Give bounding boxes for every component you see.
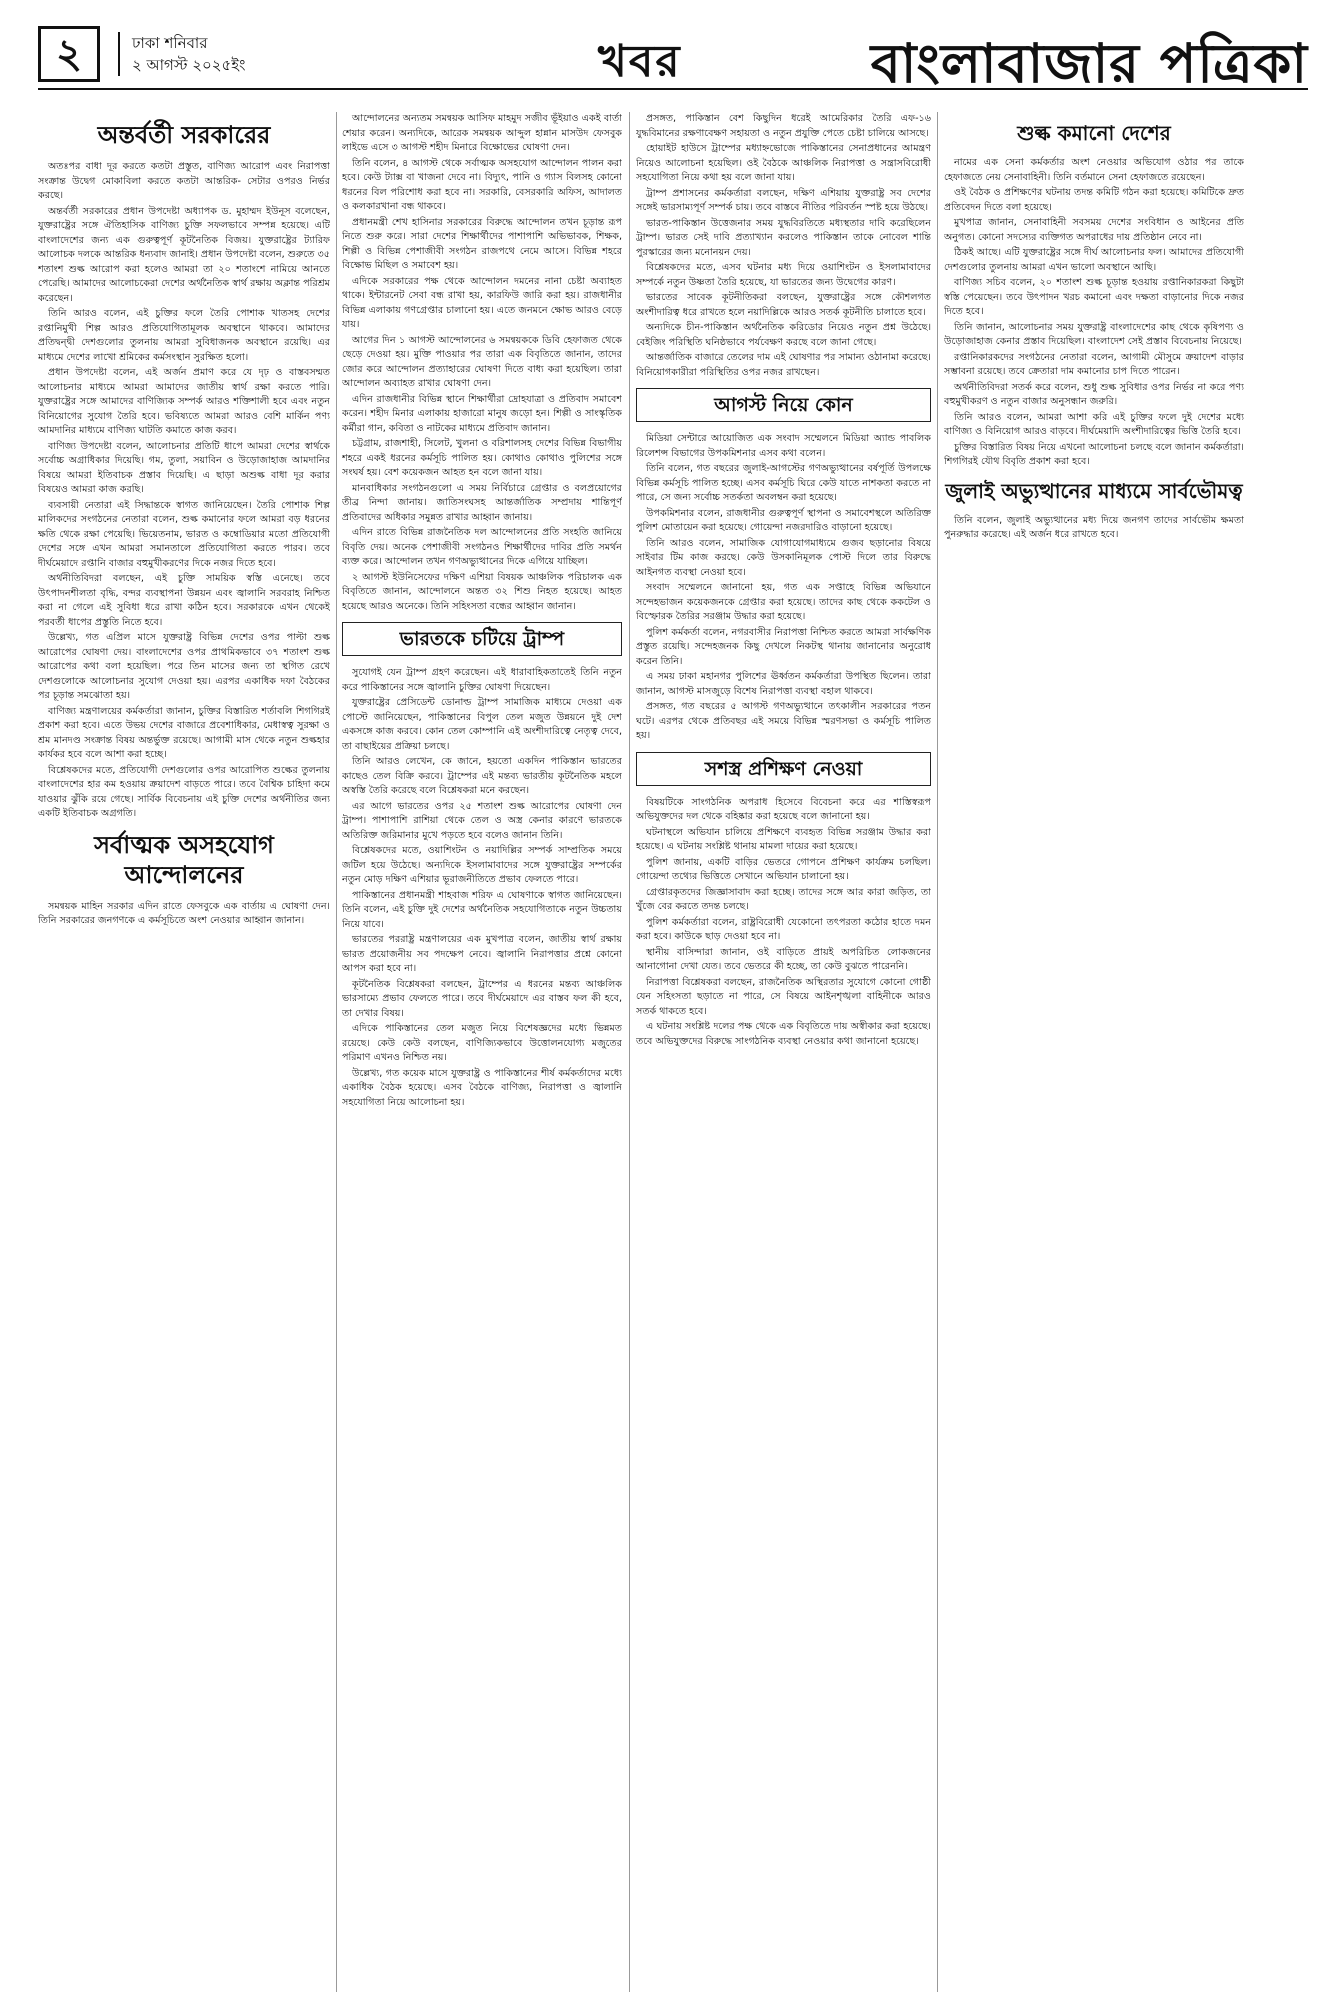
article-paragraph: বিশ্লেষকদের মতে, প্রতিযোগী দেশগুলোর ওপর আরোপিত শুল্কের তুলনায় বাংলাদেশের হার কম হওয়ায় ক্রয়াদেশ বাড়তে পারে। তবে বৈশ্বিক চাহিদা কমে যাওয়ার ঝুঁকি রয়ে গেছে। সার্বিক বিবেচনায় এই চুক্তি দেশের অর্থনীতির জন্য একটি ইতিবাচক অগ্রগতি। — [38, 764, 330, 819]
article-paragraph: এদিকে পাকিস্তানের তেল মজুত নিয়ে বিশেষজ্ঞদের মধ্যে ভিন্নমত রয়েছে। কেউ কেউ বলছেন, বাণিজ্যিকভাবে উত্তোলনযোগ্য মজুতের পরিমাণ এখনও নিশ্চিত নয়। — [342, 1023, 622, 1063]
article-paragraph: আগের দিন ১ আগস্ট আন্দোলনের ৬ সমন্বয়ককে ডিবি হেফাজত থেকে ছেড়ে দেওয়া হয়। মুক্তি পাওয়ার পর তারা এক বিবৃতিতে জানান, তাদের জোর করে আন্দোলন প্রত্যাহারের ঘোষণা দিতে বাধ্য করা হয়েছিল। তারা আন্দোলন অব্যাহত রাখার ঘোষণা দেন। — [342, 334, 622, 389]
article-paragraph: উল্লেখ্য, গত এপ্রিল মাসে যুক্তরাষ্ট্র বিভিন্ন দেশের ওপর পাল্টা শুল্ক আরোপের ঘোষণা দেয়। বাংলাদেশের ওপর প্রাথমিকভাবে ৩৭ শতাংশ শুল্ক আরোপের কথা বলা হয়েছিল। পরে তিন মাসের জন্য তা স্থগিত রেখে দেশগুলোকে আলোচনার সুযোগ দেওয়া হয়। এরপর একাধিক দফা বৈঠকের পর চূড়ান্ত সমঝোতা হয়। — [38, 632, 330, 701]
article-paragraph: যুক্তরাষ্ট্রের প্রেসিডেন্ট ডোনাল্ড ট্রাম্প সামাজিক মাধ্যমে দেওয়া এক পোস্টে জানিয়েছেন, পাকিস্তানের বিপুল তেল মজুত উন্নয়নে দুই দেশ একসঙ্গে কাজ করবে। কোন তেল কোম্পানি এই অংশীদারিত্বে নেতৃত্ব দেবে, তা বাছাইয়ের প্রক্রিয়া চলছে। — [342, 697, 622, 752]
article-paragraph: এর আগে ভারতের ওপর ২৫ শতাংশ শুল্ক আরোপের ঘোষণা দেন ট্রাম্প। পাশাপাশি রাশিয়া থেকে তেল ও অস্ত্র কেনার কারণে ভারতকে অতিরিক্ত জরিমানার মুখে পড়তে হবে বলেও জানান তিনি। — [342, 800, 622, 841]
article-paragraph: প্রধানমন্ত্রী শেখ হাসিনার সরকারের বিরুদ্ধে আন্দোলন তখন চূড়ান্ত রূপ নিতে শুরু করে। সারা দেশের শিক্ষার্থীদের পাশাপাশি অভিভাবক, শিক্ষক, শিল্পী ও বিভিন্ন পেশাজীবী সংগঠন রাজপথে নেমে আসে। বিভিন্ন শহরে বিক্ষোভ মিছিল ও সমাবেশ হয়। — [342, 216, 622, 271]
article-paragraph: তিনি বলেন, জুলাই অভ্যুত্থানের মধ্য দিয়ে জনগণ তাদের সার্বভৌম ক্ষমতা পুনরুদ্ধার করেছে। এই অর্জন ধরে রাখতে হবে। — [944, 514, 1244, 540]
article-body-pakistan — [636, 112, 931, 380]
article-paragraph: সমন্বয়ক মাহিন সরকার এদিন রাতে ফেসবুকে এক বার্তায় এ ঘোষণা দেন। তিনি সরকারের জনগণকে এ কর্মসূচিতে অংশ নেওয়ার আহ্বান জানান। — [38, 900, 330, 926]
column-2 — [342, 112, 622, 1992]
article-paragraph: তিনি আরও বলেন, আমরা আশা করি এই চুক্তির ফলে দুই দেশের মধ্যে বাণিজ্য ও বিনিয়োগ আরও বাড়বে। দীর্ঘমেয়াদি অংশীদারিত্বের ভিত্তি তৈরি হবে। — [944, 411, 1244, 437]
article-paragraph: অন্যদিকে চীন-পাকিস্তান অর্থনৈতিক করিডোর নিয়েও নতুন প্রশ্ন উঠেছে। বেইজিং পরিস্থিতি ঘনিষ্ঠভাবে পর্যবেক্ষণ করছে বলে জানা গেছে। — [636, 322, 931, 348]
column-1 — [38, 112, 330, 1992]
article-paragraph: বিশ্লেষকদের মতে, এসব ঘটনার মধ্য দিয়ে ওয়াশিংটন ও ইসলামাবাদের সম্পর্কে নতুন উষ্ণতা তৈরি হয়েছে, যা ভারতের জন্য উদ্বেগের কারণ। — [636, 262, 931, 288]
article-paragraph: তিনি আরও বলেন, সামাজিক যোগাযোগমাধ্যমে গুজব ছড়ানোর বিষয়ে সাইবার টিম কাজ করছে। কেউ উসকানিমূলক পোস্ট দিলে তার বিরুদ্ধে আইনগত ব্যবস্থা নেওয়া হবে। — [636, 537, 931, 578]
article-paragraph: ওই বৈঠক ও প্রশিক্ষণের ঘটনায় তদন্ত কমিটি গঠন করা হয়েছে। কমিটিকে দ্রুত প্রতিবেদন দিতে বলা হয়েছে। — [944, 187, 1244, 213]
article-body-interim — [38, 160, 330, 822]
article-paragraph: অতঃপর বাধা দূর করতে কতটা প্রস্তুত, বাণিজ্য আরোপ এবং নিরাপত্তা সংক্রান্ত উদ্বেগ মোকাবিলা করতে কতটা আন্তরিক- সেটার ওপরও নির্ভর করছে। — [38, 161, 330, 201]
article-paragraph: গ্রেপ্তারকৃতদের জিজ্ঞাসাবাদ করা হচ্ছে। তাদের সঙ্গে আর কারা জড়িত, তা খুঁজে বের করতে তদন্ত চলছে। — [636, 886, 931, 912]
article-paragraph: উল্লেখ্য, গত কয়েক মাসে যুক্তরাষ্ট্র ও পাকিস্তানের শীর্ষ কর্মকর্তাদের মধ্যে একাধিক বৈঠক হয়েছে। এসব বৈঠকে বাণিজ্য, নিরাপত্তা ও জ্বালানি সহযোগিতা নিয়ে আলোচনা হয়। — [342, 1067, 622, 1108]
article-paragraph: এদিকে সরকারের পক্ষ থেকে আন্দোলন দমনের নানা চেষ্টা অব্যাহত থাকে। ইন্টারনেট সেবা বন্ধ রাখা হয়, কারফিউ জারি করা হয়। রাজধানীর বিভিন্ন এলাকায় গণগ্রেপ্তার চালানো হয়। এতে জনমনে ক্ষোভ আরও বেড়ে যায়। — [342, 275, 622, 330]
headline-armed-training: সশস্ত্র প্রশিক্ষণ নেওয়া — [636, 752, 931, 786]
article-paragraph: আন্দোলনের অন্যতম সমন্বয়ক আসিফ মাহমুদ সজীব ভূঁইয়াও একই বার্তা শেয়ার করেন। অন্যদিকে, আরেক সমন্বয়ক আব্দুল হান্নান মাসউদ ফেসবুক লাইভে এসে ৩ আগস্ট শহীদ মিনারে বিক্ষোভের ঘোষণা দেন। — [342, 113, 622, 153]
article-paragraph: সুযোগই যেন ট্রাম্প গ্রহণ করেছেন। এই ধারাবাহিকতাতেই তিনি নতুন করে পাকিস্তানের সঙ্গে জ্বালানি চুক্তির ঘোষণা দিয়েছেন। — [342, 667, 622, 693]
headline-july-uprising: জুলাই অভ্যুত্থানের মাধ্যমে সার্বভৌমত্ব — [945, 478, 1243, 503]
issue-date: ২ আগস্ট ২০২৫ইং — [132, 56, 246, 74]
headline-trump: ভারতকে চটিয়ে ট্রাম্প — [342, 622, 622, 656]
article-paragraph: নিরাপত্তা বিশ্লেষকরা বলছেন, রাজনৈতিক অস্থিরতার সুযোগে কোনো গোষ্ঠী যেন সহিংসতা ছড়াতে না পারে, সে বিষয়ে আইনশৃঙ্খলা বাহিনীকে আরও সতর্ক থাকতে হবে। — [636, 976, 931, 1017]
article-paragraph: বাণিজ্য মন্ত্রণালয়ের কর্মকর্তারা জানান, চুক্তির বিস্তারিত শর্তাবলি শিগগিরই প্রকাশ করা হবে। এতে উভয় দেশের বাজারে প্রবেশাধিকার, মেধাস্বত্ব সুরক্ষা ও শ্রম মানদণ্ড সংক্রান্ত বিষয় অন্তর্ভুক্ত রয়েছে। আগামী মাস থেকে নতুন শুল্কহার কার্যকর হবে বলে আশা করা হচ্ছে। — [38, 705, 330, 760]
article-paragraph: ট্রাম্প প্রশাসনের কর্মকর্তারা বলছেন, দক্ষিণ এশিয়ায় যুক্তরাষ্ট্র সব দেশের সঙ্গেই ভারসাম্যপূর্ণ সম্পর্ক চায়। তবে বাস্তবে নীতির পরিবর্তন স্পষ্ট হয়ে উঠছে। — [636, 187, 931, 213]
article-paragraph: নামের এক সেনা কর্মকর্তার অংশ নেওয়ার অভিযোগ ওঠার পর তাকে হেফাজতে নেয় সেনাবাহিনী। তিনি বর্তমানে সেনা হেফাজতে রয়েছেন। — [944, 157, 1244, 183]
article-body-duty — [944, 156, 1244, 470]
article-paragraph: সংবাদ সম্মেলনে জানানো হয়, গত এক সপ্তাহে বিভিন্ন অভিযানে সন্দেহভাজন কয়েকজনকে গ্রেপ্তার করা হয়েছে। তাদের কাছ থেকে ককটেল ও বিস্ফোরক তৈরির সরঞ্জাম উদ্ধার করা হয়েছে। — [636, 582, 931, 622]
article-paragraph: পুলিশ কর্মকর্তারা বলেন, রাষ্ট্রবিরোধী যেকোনো তৎপরতা কঠোর হাতে দমন করা হবে। কাউকে ছাড় দেওয়া হবে না। — [636, 916, 931, 942]
article-paragraph: এ সময় ঢাকা মহানগর পুলিশের ঊর্ধ্বতন কর্মকর্তারা উপস্থিত ছিলেন। তারা জানান, আগস্ট মাসজুড়ে বিশেষ নিরাপত্তা ব্যবস্থা বহাল থাকবে। — [636, 671, 931, 697]
article-paragraph: প্রসঙ্গত, গত বছরের ৫ আগস্ট গণঅভ্যুত্থানে তৎকালীন সরকারের পতন ঘটে। এরপর থেকে প্রতিবছর এই সময়ে বিভিন্ন স্মরণসভা ও কর্মসূচি পালিত হয়। — [636, 701, 931, 741]
article-paragraph: বাণিজ্য উপদেষ্টা বলেন, আলোচনার প্রতিটি ধাপে আমরা দেশের স্বার্থকে সর্বোচ্চ অগ্রাধিকার দিয়েছি। গম, তুলা, সয়াবিন ও উড়োজাহাজ আমদানির বিষয়ে আমরা ইতিবাচক প্রস্তাব দিয়েছি। এ ছাড়া অশুল্ক বাধা দূর করার বিষয়েও আমরা কাজ করছি। — [38, 440, 330, 495]
article-paragraph: আন্তর্জাতিক বাজারে তেলের দাম এই ঘোষণার পর সামান্য ওঠানামা করেছে। বিনিয়োগকারীরা পরিস্থিতির ওপর নজর রাখছেন। — [636, 352, 931, 378]
article-paragraph: মিডিয়া সেন্টারে আয়োজিত এক সংবাদ সম্মেলনে মিডিয়া অ্যান্ড পাবলিক রিলেশন্স বিভাগের উপকমিশনার এসব কথা বলেন। — [636, 433, 931, 459]
section-title: খবর — [598, 36, 682, 87]
column-rule — [937, 112, 938, 1992]
city-day: ঢাকা শনিবার — [132, 34, 208, 52]
article-paragraph: বিষয়টিকে সাংগঠনিক অপরাধ হিসেবে বিবেচনা করে এর শাস্তিস্বরূপ অভিযুক্তদের দল থেকে বহিষ্কার করা হয়েছে বলে জানানো হয়। — [636, 796, 931, 822]
article-paragraph: মুখপাত্র জানান, সেনাবাহিনী সবসময় দেশের সংবিধান ও আইনের প্রতি অনুগত। কোনো সদস্যের ব্যক্তিগত অপরাধের দায় প্রতিষ্ঠান নেবে না। — [944, 217, 1244, 243]
article-paragraph: উপকমিশনার বলেন, রাজধানীর গুরুত্বপূর্ণ স্থাপনা ও সমাবেশস্থলে অতিরিক্ত পুলিশ মোতায়েন করা হয়েছে। গোয়েন্দা নজরদারিও বাড়ানো হয়েছে। — [636, 507, 931, 533]
article-paragraph: এদিন রাতে বিভিন্ন রাজনৈতিক দল আন্দোলনের প্রতি সংহতি জানিয়ে বিবৃতি দেয়। অনেক পেশাজীবী সংগঠনও শিক্ষার্থীদের দাবির প্রতি সমর্থন ব্যক্ত করে। আন্দোলন তখন গণঅভ্যুত্থানের দিকে এগিয়ে যাচ্ছিল। — [342, 527, 622, 567]
article-paragraph: চট্টগ্রাম, রাজশাহী, সিলেট, খুলনা ও বরিশালসহ দেশের বিভিন্ন বিভাগীয় শহরে একই ধরনের কর্মসূচি পালিত হয়। কোথাও কোথাও পুলিশের সঙ্গে সংঘর্ষ হয়। বেশ কয়েকজন আহত হন বলে জানা যায়। — [342, 438, 622, 478]
article-body-training — [636, 796, 931, 1050]
column-4 — [944, 112, 1244, 1992]
article-body-august — [636, 432, 931, 744]
article-body-movement — [342, 112, 622, 614]
headline-august: আগস্ট নিয়ে কোন — [636, 388, 931, 422]
article-paragraph: এদিন রাজধানীর বিভিন্ন স্থানে শিক্ষার্থীরা দ্রোহযাত্রা ও প্রতিবাদ সমাবেশ করেন। শহীদ মিনার এলাকায় হাজারো মানুষ জড়ো হন। শিল্পী ও সাংস্কৃতিক কর্মীরা গান, কবিতা ও নাটকের মাধ্যমে প্রতিবাদ জানান। — [342, 393, 622, 434]
article-paragraph: প্রধান উপদেষ্টা বলেন, এই অর্জন প্রমাণ করে যে দৃঢ় ও বাস্তবসম্মত আলোচনার মাধ্যমে আমরা আমাদের জাতীয় স্বার্থ রক্ষা করতে পারি। যুক্তরাষ্ট্রের সঙ্গে আমাদের বাণিজ্যিক সম্পর্ক আরও শক্তিশালী হবে এবং নতুন বিনিয়োগের সুযোগ তৈরি হবে। ভবিষ্যতে আমরা আরও বেশি মার্কিন পণ্য আমদানির মাধ্যমে বাণিজ্য ঘাটতি কমাতে কাজ করব। — [38, 367, 330, 436]
headline-non-cooperation: সর্বাত্মক অসহযোগ আন্দোলনের — [94, 829, 274, 889]
article-paragraph: এ ঘটনায় সংশ্লিষ্ট দলের পক্ষ থেকে এক বিবৃতিতে দায় অস্বীকার করা হয়েছে। তবে অভিযুক্তদের বিরুদ্ধে সাংগঠনিক ব্যবস্থা নেওয়ার কথা জানানো হয়েছে। — [636, 1021, 931, 1047]
article-paragraph: পাকিস্তানের প্রধানমন্ত্রী শাহবাজ শরিফ এ ঘোষণাকে স্বাগত জানিয়েছেন। তিনি বলেন, এই চুক্তি দুই দেশের অর্থনৈতিক সহযোগিতাকে নতুন উচ্চতায় নিয়ে যাবে। — [342, 889, 622, 930]
article-paragraph: ঘটনাস্থলে অভিযান চালিয়ে প্রশিক্ষণে ব্যবহৃত বিভিন্ন সরঞ্জাম উদ্ধার করা হয়েছে। এ ঘটনায় সংশ্লিষ্ট থানায় মামলা দায়ের করা হয়েছে। — [636, 826, 931, 852]
article-paragraph: ঠিকই আছে। এটি যুক্তরাষ্ট্রের সঙ্গে দীর্ঘ আলোচনার ফল। আমাদের প্রতিযোগী দেশগুলোর তুলনায় আমরা এখন ভালো অবস্থানে আছি। — [944, 247, 1244, 273]
column-rule — [629, 112, 630, 1992]
article-paragraph: পুলিশ জানায়, একটি বাড়ির ভেতরে গোপনে প্রশিক্ষণ কার্যক্রম চলছিল। গোয়েন্দা তথ্যের ভিত্তিতে সেখানে অভিযান চালানো হয়। — [636, 856, 931, 882]
article-body-july — [944, 514, 1244, 543]
article-paragraph: অর্থনীতিবিদরা বলছেন, এই চুক্তি সাময়িক স্বস্তি এনেছে। তবে উৎপাদনশীলতা বৃদ্ধি, বন্দর ব্যবস্থাপনা উন্নয়ন এবং জ্বালানি সরবরাহ নিশ্চিত করা না গেলে এই সুবিধা ধরে রাখা কঠিন হবে। সরকারকে এখন থেকেই পরবর্তী ধাপের প্রস্তুতি নিতে হবে। — [38, 573, 330, 628]
article-paragraph: তিনি জানান, আলোচনার সময় যুক্তরাষ্ট্র বাংলাদেশের কাছ থেকে কৃষিপণ্য ও উড়োজাহাজ কেনার প্রস্তাব দিয়েছিল। বাংলাদেশ সেই প্রস্তাব বিবেচনায় নিয়েছে। — [944, 321, 1244, 347]
article-paragraph: স্থানীয় বাসিন্দারা জানান, ওই বাড়িতে প্রায়ই অপরিচিত লোকজনের আনাগোনা দেখা যেত। তবে ভেতরে কী হচ্ছে, তা কেউ বুঝতে পারেননি। — [636, 946, 931, 972]
article-paragraph: প্রসঙ্গত, পাকিস্তান বেশ কিছুদিন ধরেই আমেরিকার তৈরি এফ-১৬ যুদ্ধবিমানের রক্ষণাবেক্ষণ সহায়তা ও নতুন প্রযুক্তি পেতে চেষ্টা চালিয়ে আসছে। — [636, 113, 931, 139]
headline-interim-government: অন্তর্বর্তী সরকারের — [97, 120, 271, 149]
article-paragraph: ব্যবসায়ী নেতারা এই সিদ্ধান্তকে স্বাগত জানিয়েছেন। তৈরি পোশাক শিল্প মালিকদের সংগঠনের নেতারা বলেন, শুল্ক কমানোর ফলে আমরা বড় ধরনের ক্ষতি থেকে রক্ষা পেয়েছি। ভিয়েতনাম, ভারত ও কম্বোডিয়ার মতো প্রতিযোগী দেশের সঙ্গে এখন আমরা সমানতালে প্রতিযোগিতা করতে পারব। তবে দীর্ঘমেয়াদে রপ্তানি বাজার বহুমুখীকরণের দিকে নজর দিতে হবে। — [38, 499, 330, 569]
dateline — [118, 32, 245, 76]
masthead — [38, 22, 1308, 95]
article-paragraph: ভারত-পাকিস্তান উত্তেজনার সময় যুদ্ধবিরতিতে মধ্যস্থতার দাবি করেছিলেন ট্রাম্প। ভারত সেই দাবি প্রত্যাখ্যান করলেও পাকিস্তান তাকে নোবেল শান্তি পুরস্কারের জন্য মনোনয়ন দেয়। — [636, 217, 931, 258]
article-paragraph: ভারতের পররাষ্ট্র মন্ত্রণালয়ের এক মুখপাত্র বলেন, জাতীয় স্বার্থ রক্ষায় ভারত প্রয়োজনীয় সব পদক্ষেপ নেবে। জ্বালানি নিরাপত্তার প্রশ্নে কোনো আপস করা হবে না। — [342, 934, 622, 974]
article-body-trump — [342, 666, 622, 1110]
article-paragraph: অন্তর্বর্তী সরকারের প্রধান উপদেষ্টা অধ্যাপক ড. মুহাম্মদ ইউনূস বলেছেন, যুক্তরাষ্ট্রের সঙ্গে ঐতিহাসিক বাণিজ্য চুক্তি সফলভাবে সম্পন্ন হয়েছে। এটি বাংলাদেশের জন্য এক গুরুত্বপূর্ণ কূটনৈতিক বিজয়। যুক্তরাষ্ট্রের ট্যারিফ আলোচক দলকে আন্তরিক ধন্যবাদ জানাই। প্রধান উপদেষ্টা বলেন, শুরুতে ৩৫ শতাংশ শুল্ক আরোপ করা হলেও আমরা তা ২০ শতাংশে নামিয়ে আনতে পেরেছি। আমাদের আলোচকেরা দেশের অর্থনৈতিক স্বার্থ রক্ষায় অক্লান্ত পরিশ্রম করেছেন। — [38, 205, 330, 304]
article-paragraph: তিনি আরও বলেন, এই চুক্তির ফলে তৈরি পোশাক খাতসহ দেশের রপ্তানিমুখী শিল্প আরও প্রতিযোগিতামূলক অবস্থানে থাকবে। আমাদের প্রতিদ্বন্দ্বী দেশগুলোর তুলনায় আমরা সুবিধাজনক অবস্থানে রয়েছি। এর মাধ্যমে দেশের লাখো শ্রমিকের কর্মসংস্থান সুরক্ষিত হলো। — [38, 308, 330, 363]
article-paragraph: চুক্তির বিস্তারিত বিষয় নিয়ে এখনো আলোচনা চলছে বলে জানান কর্মকর্তারা। শিগগিরই যৌথ বিবৃতি প্রকাশ করা হবে। — [944, 441, 1244, 467]
article-paragraph: অর্থনীতিবিদরা সতর্ক করে বলেন, শুধু শুল্ক সুবিধার ওপর নির্ভর না করে পণ্য বহুমুখীকরণ ও নতুন বাজার অনুসন্ধান জরুরি। — [944, 381, 1244, 407]
newspaper-logo: বাংলাবাজার পত্রিকা — [870, 31, 1308, 95]
article-paragraph: ভারতের সাবেক কূটনীতিকরা বলছেন, যুক্তরাষ্ট্রের সঙ্গে কৌশলগত অংশীদারিত্ব ধরে রাখতে হলে নয়াদিল্লিকে আরও সতর্ক কূটনীতি চালাতে হবে। — [636, 292, 931, 318]
article-paragraph: কূটনৈতিক বিশ্লেষকরা বলছেন, ট্রাম্পের এ ধরনের মন্তব্য আঞ্চলিক ভারসাম্যে প্রভাব ফেলতে পারে। তবে দীর্ঘমেয়াদে এর বাস্তব ফল কী হবে, তা দেখার বিষয়। — [342, 978, 622, 1019]
article-paragraph: হোয়াইট হাউসে ট্রাম্পের মধ্যাহ্নভোজে পাকিস্তানের সেনাপ্রধানের আমন্ত্রণ নিয়েও আলোচনা হয়েছিল। ওই বৈঠকে আঞ্চলিক নিরাপত্তা ও সন্ত্রাসবিরোধী সহযোগিতা নিয়ে কথা হয় বলে জানা যায়। — [636, 143, 931, 183]
column-rule — [336, 112, 337, 1992]
article-paragraph: রপ্তানিকারকদের সংগঠনের নেতারা বলেন, আগামী মৌসুমে ক্রয়াদেশ বাড়ার সম্ভাবনা রয়েছে। তবে ক্রেতারা দাম কমানোর চাপ দিতে পারেন। — [944, 351, 1244, 377]
page-number: ২ — [38, 26, 100, 82]
article-paragraph: তিনি আরও লেখেন, কে জানে, হয়তো একদিন পাকিস্তান ভারতের কাছেও তেল বিক্রি করবে। ট্রাম্পের এই মন্তব্য ভারতীয় কূটনৈতিক মহলে অস্বস্তি তৈরি করেছে বলে বিশ্লেষকরা মনে করছেন। — [342, 756, 622, 796]
article-paragraph: পুলিশ কর্মকর্তা বলেন, নগরবাসীর নিরাপত্তা নিশ্চিত করতে আমরা সার্বক্ষণিক প্রস্তুত রয়েছি। সন্দেহজনক কিছু দেখলে নিকটস্থ থানায় জানানোর অনুরোধ করেন তিনি। — [636, 626, 931, 667]
headline-duty-reduction: শুল্ক কমানো দেশের — [1017, 121, 1171, 145]
article-body-non-cooperation — [38, 900, 330, 929]
article-paragraph: ২ আগস্ট ইউনিসেফের দক্ষিণ এশিয়া বিষয়ক আঞ্চলিক পরিচালক এক বিবৃতিতে জানান, আন্দোলনে অন্তত ৩২ শিশু নিহত হয়েছে। আহত হয়েছে আরও অনেকে। তিনি সহিংসতা বন্ধের আহ্বান জানান। — [342, 571, 622, 612]
article-paragraph: মানবাধিকার সংগঠনগুলো এ সময় নির্বিচারে গ্রেপ্তার ও বলপ্রয়োগের তীব্র নিন্দা জানায়। জাতিসংঘসহ আন্তর্জাতিক সম্প্রদায় শান্তিপূর্ণ প্রতিবাদের অধিকার সমুন্নত রাখার আহ্বান জানায়। — [342, 482, 622, 523]
column-3 — [636, 112, 931, 1992]
article-paragraph: বাণিজ্য সচিব বলেন, ২০ শতাংশ শুল্ক চূড়ান্ত হওয়ায় রপ্তানিকারকরা কিছুটা স্বস্তি পেয়েছেন। তবে উৎপাদন খরচ কমানো এবং দক্ষতা বাড়ানোর দিকে নজর দিতে হবে। — [944, 277, 1244, 317]
article-paragraph: তিনি বলেন, ৪ আগস্ট থেকে সর্বাত্মক অসহযোগ আন্দোলন পালন করা হবে। কেউ ট্যাক্স বা খাজনা দেবে না। বিদ্যুৎ, পানি ও গ্যাস বিলসহ কোনো ধরনের বিল পরিশোধ করা হবে না। সরকারি, বেসরকারি অফিস, আদালত ও কলকারখানা বন্ধ থাকবে। — [342, 157, 622, 212]
article-paragraph: তিনি বলেন, গত বছরের জুলাই-আগস্টের গণঅভ্যুত্থানের বর্ষপূর্তি উপলক্ষে বিভিন্ন কর্মসূচি পালিত হচ্ছে। এসব কর্মসূচি ঘিরে কেউ যাতে নাশকতা করতে না পারে, সে জন্য সর্বোচ্চ সতর্কতা অবলম্বন করা হয়েছে। — [636, 463, 931, 503]
article-paragraph: বিশ্লেষকদের মতে, ওয়াশিংটন ও নয়াদিল্লির সম্পর্ক সাম্প্রতিক সময়ে জটিল হয়ে উঠেছে। অন্যদিকে ইসলামাবাদের সঙ্গে যুক্তরাষ্ট্রের সম্পর্কের নতুন মোড় দক্ষিণ এশিয়ার ভূরাজনীতিতে প্রভাব ফেলতে পারে। — [342, 845, 622, 885]
